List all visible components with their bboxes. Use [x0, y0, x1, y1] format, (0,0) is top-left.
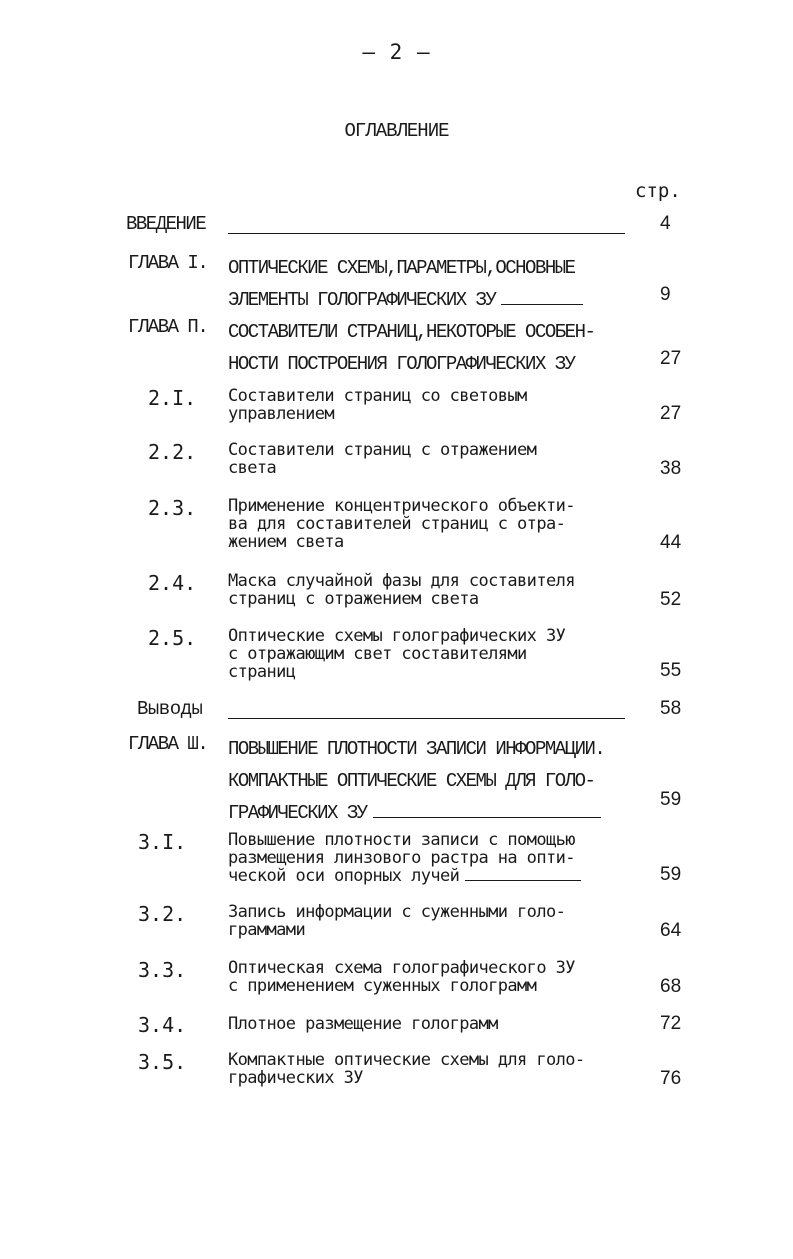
entry-text	[228, 831, 643, 885]
entry-text	[228, 733, 643, 829]
entry-page: 58	[660, 698, 682, 719]
entry-page: 9	[660, 284, 671, 305]
entry-page: 72	[660, 1013, 682, 1034]
entry-page: 27	[660, 403, 682, 424]
entry-line: Составители страниц с отражением	[228, 440, 537, 460]
entry-line: КОМПАКТНЫЕ ОПТИЧЕСКИЕ СХЕМЫ ДЛЯ ГОЛО-	[228, 770, 595, 792]
entry-number: 2.3.	[148, 496, 197, 520]
entry-page: 44	[660, 532, 682, 553]
entry-text	[228, 903, 643, 939]
entry-number: 3.3.	[138, 958, 187, 982]
entry-text	[228, 572, 643, 608]
entry-text	[228, 316, 643, 380]
entry-page: 38	[660, 458, 682, 479]
entry-number: ГЛАВА П.	[128, 316, 208, 338]
entry-page: 55	[660, 660, 682, 681]
entry-text	[228, 959, 643, 995]
entry-line: ПОВЫШЕНИЕ ПЛОТНОСТИ ЗАПИСИ ИНФОРМАЦИИ.	[228, 738, 605, 760]
dot-leader	[373, 817, 601, 818]
entry-line: страниц	[228, 662, 296, 682]
entry-line: жением света	[228, 532, 344, 552]
page-number: – 2 –	[362, 40, 431, 64]
entry-text	[228, 441, 643, 477]
page-column-label: стр.	[635, 180, 681, 202]
entry-line: ческой оси опорных лучей	[228, 866, 460, 886]
entry-line: Применение концентрического объекти-	[228, 496, 575, 516]
entry-number: 3.I.	[138, 830, 187, 854]
entry-page: 76	[660, 1068, 682, 1089]
entry-page: 52	[660, 589, 682, 610]
entry-line: ЭЛЕМЕНТЫ ГОЛОГРАФИЧЕСКИХ ЗУ	[228, 289, 496, 311]
entry-page: 59	[660, 864, 682, 885]
entry-page: 64	[660, 920, 682, 941]
entry-number: 3.5.	[138, 1050, 187, 1074]
entry-number: ВВЕДЕНИЕ	[126, 213, 206, 235]
entry-line: размещения линзового растра на опти-	[228, 848, 575, 868]
entry-number: 3.2.	[138, 902, 187, 926]
entry-line: Оптическая схема голографического ЗУ	[228, 958, 575, 978]
page-title: ОГЛАВЛЕНИЕ	[344, 120, 449, 142]
entry-text	[228, 1051, 643, 1087]
entry-number: 2.2.	[148, 440, 197, 464]
entry-text	[228, 252, 643, 316]
entry-number: 3.4.	[138, 1013, 187, 1037]
entry-line: с отражающим свет составителями	[228, 644, 527, 664]
dot-leader	[228, 233, 625, 234]
dot-leader	[228, 718, 625, 719]
entry-number: Выводы	[137, 698, 203, 720]
entry-line: ОПТИЧЕСКИЕ СХЕМЫ,ПАРАМЕТРЫ,ОСНОВНЫЕ	[228, 257, 575, 279]
entry-line: Составители страниц со световым	[228, 386, 527, 406]
entry-line: Компактные оптические схемы для голо-	[228, 1050, 585, 1070]
entry-text	[228, 387, 643, 423]
entry-number: 2.4.	[148, 571, 197, 595]
entry-text	[228, 1015, 643, 1033]
entry-text	[228, 698, 643, 730]
entry-line: страниц с отражением света	[228, 589, 479, 609]
entry-number: 2.5.	[148, 626, 197, 650]
entry-line: СОСТАВИТЕЛИ СТРАНИЦ,НЕКОТОРЫЕ ОСОБЕН-	[228, 321, 595, 343]
entry-line: с применением суженных голограмм	[228, 976, 537, 996]
entry-number: ГЛАВА I.	[128, 252, 208, 274]
entry-page: 4	[660, 213, 671, 234]
entry-line: графических ЗУ	[228, 1068, 363, 1088]
entry-line: Запись информации с суженными голо-	[228, 902, 566, 922]
dot-leader	[465, 880, 581, 881]
entry-line: ГРАФИЧЕСКИХ ЗУ	[228, 802, 367, 824]
entry-line: Повышение плотности записи с помощью	[228, 830, 575, 850]
entry-line: Маска случайной фазы для составителя	[228, 571, 575, 591]
entry-line: НОСТИ ПОСТРОЕНИЯ ГОЛОГРАФИЧЕСКИХ ЗУ	[228, 353, 575, 375]
entry-line: граммами	[228, 920, 306, 940]
entry-page: 59	[660, 789, 682, 810]
entry-text	[228, 497, 643, 551]
entry-line: Плотное размещение голограмм	[228, 1014, 498, 1034]
entry-page: 27	[660, 348, 682, 369]
entry-line: Оптические схемы голографических ЗУ	[228, 626, 566, 646]
entry-line: ва для составителей страниц с отра-	[228, 514, 566, 534]
entry-text	[228, 213, 643, 245]
entry-line: управлением	[228, 404, 334, 424]
entry-line: света	[228, 458, 277, 478]
entry-number: 2.I.	[148, 386, 197, 410]
dot-leader	[501, 304, 583, 305]
entry-text	[228, 627, 643, 681]
entry-page: 68	[660, 976, 682, 997]
entry-number: ГЛАВА Ш.	[128, 733, 208, 755]
